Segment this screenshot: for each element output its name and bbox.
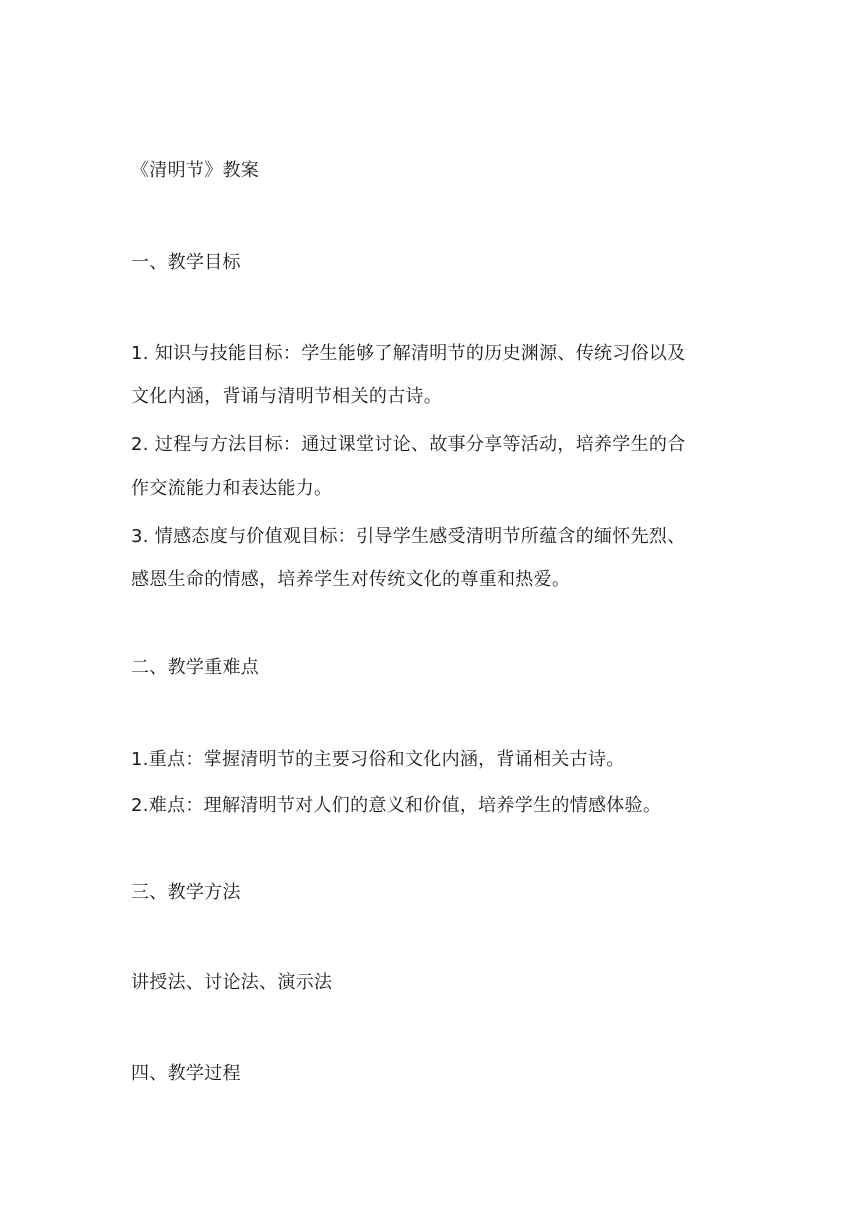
- section-heading-key-points: 二、教学重难点: [131, 657, 260, 678]
- section-heading-process: 四、教学过程: [131, 1063, 241, 1084]
- section-heading-methods: 三、教学方法: [131, 882, 241, 903]
- methods-line: 讲授法、讨论法、演示法: [131, 972, 333, 993]
- objective-2-line-1: 2. 过程与方法目标：通过课堂讨论、故事分享等活动，培养学生的合: [131, 434, 686, 455]
- objective-3-line-1: 3. 情感态度与价值观目标：引导学生感受清明节所蕴含的缅怀先烈、: [131, 526, 686, 547]
- objective-1-line-1: 1. 知识与技能目标：学生能够了解清明节的历史渊源、传统习俗以及: [131, 343, 686, 364]
- objective-2-line-2: 作交流能力和表达能力。: [131, 478, 333, 499]
- difficult-point-line: 2.难点：理解清明节对人们的意义和价值，培养学生的情感体验。: [131, 795, 662, 816]
- document-title: 《清明节》教案: [131, 160, 260, 181]
- key-point-line: 1.重点：掌握清明节的主要习俗和文化内涵，背诵相关古诗。: [131, 749, 625, 770]
- objective-3-line-2: 感恩生命的情感，培养学生对传统文化的尊重和热爱。: [131, 569, 571, 590]
- objective-1-line-2: 文化内涵，背诵与清明节相关的古诗。: [131, 386, 443, 407]
- section-heading-objectives: 一、教学目标: [131, 252, 241, 273]
